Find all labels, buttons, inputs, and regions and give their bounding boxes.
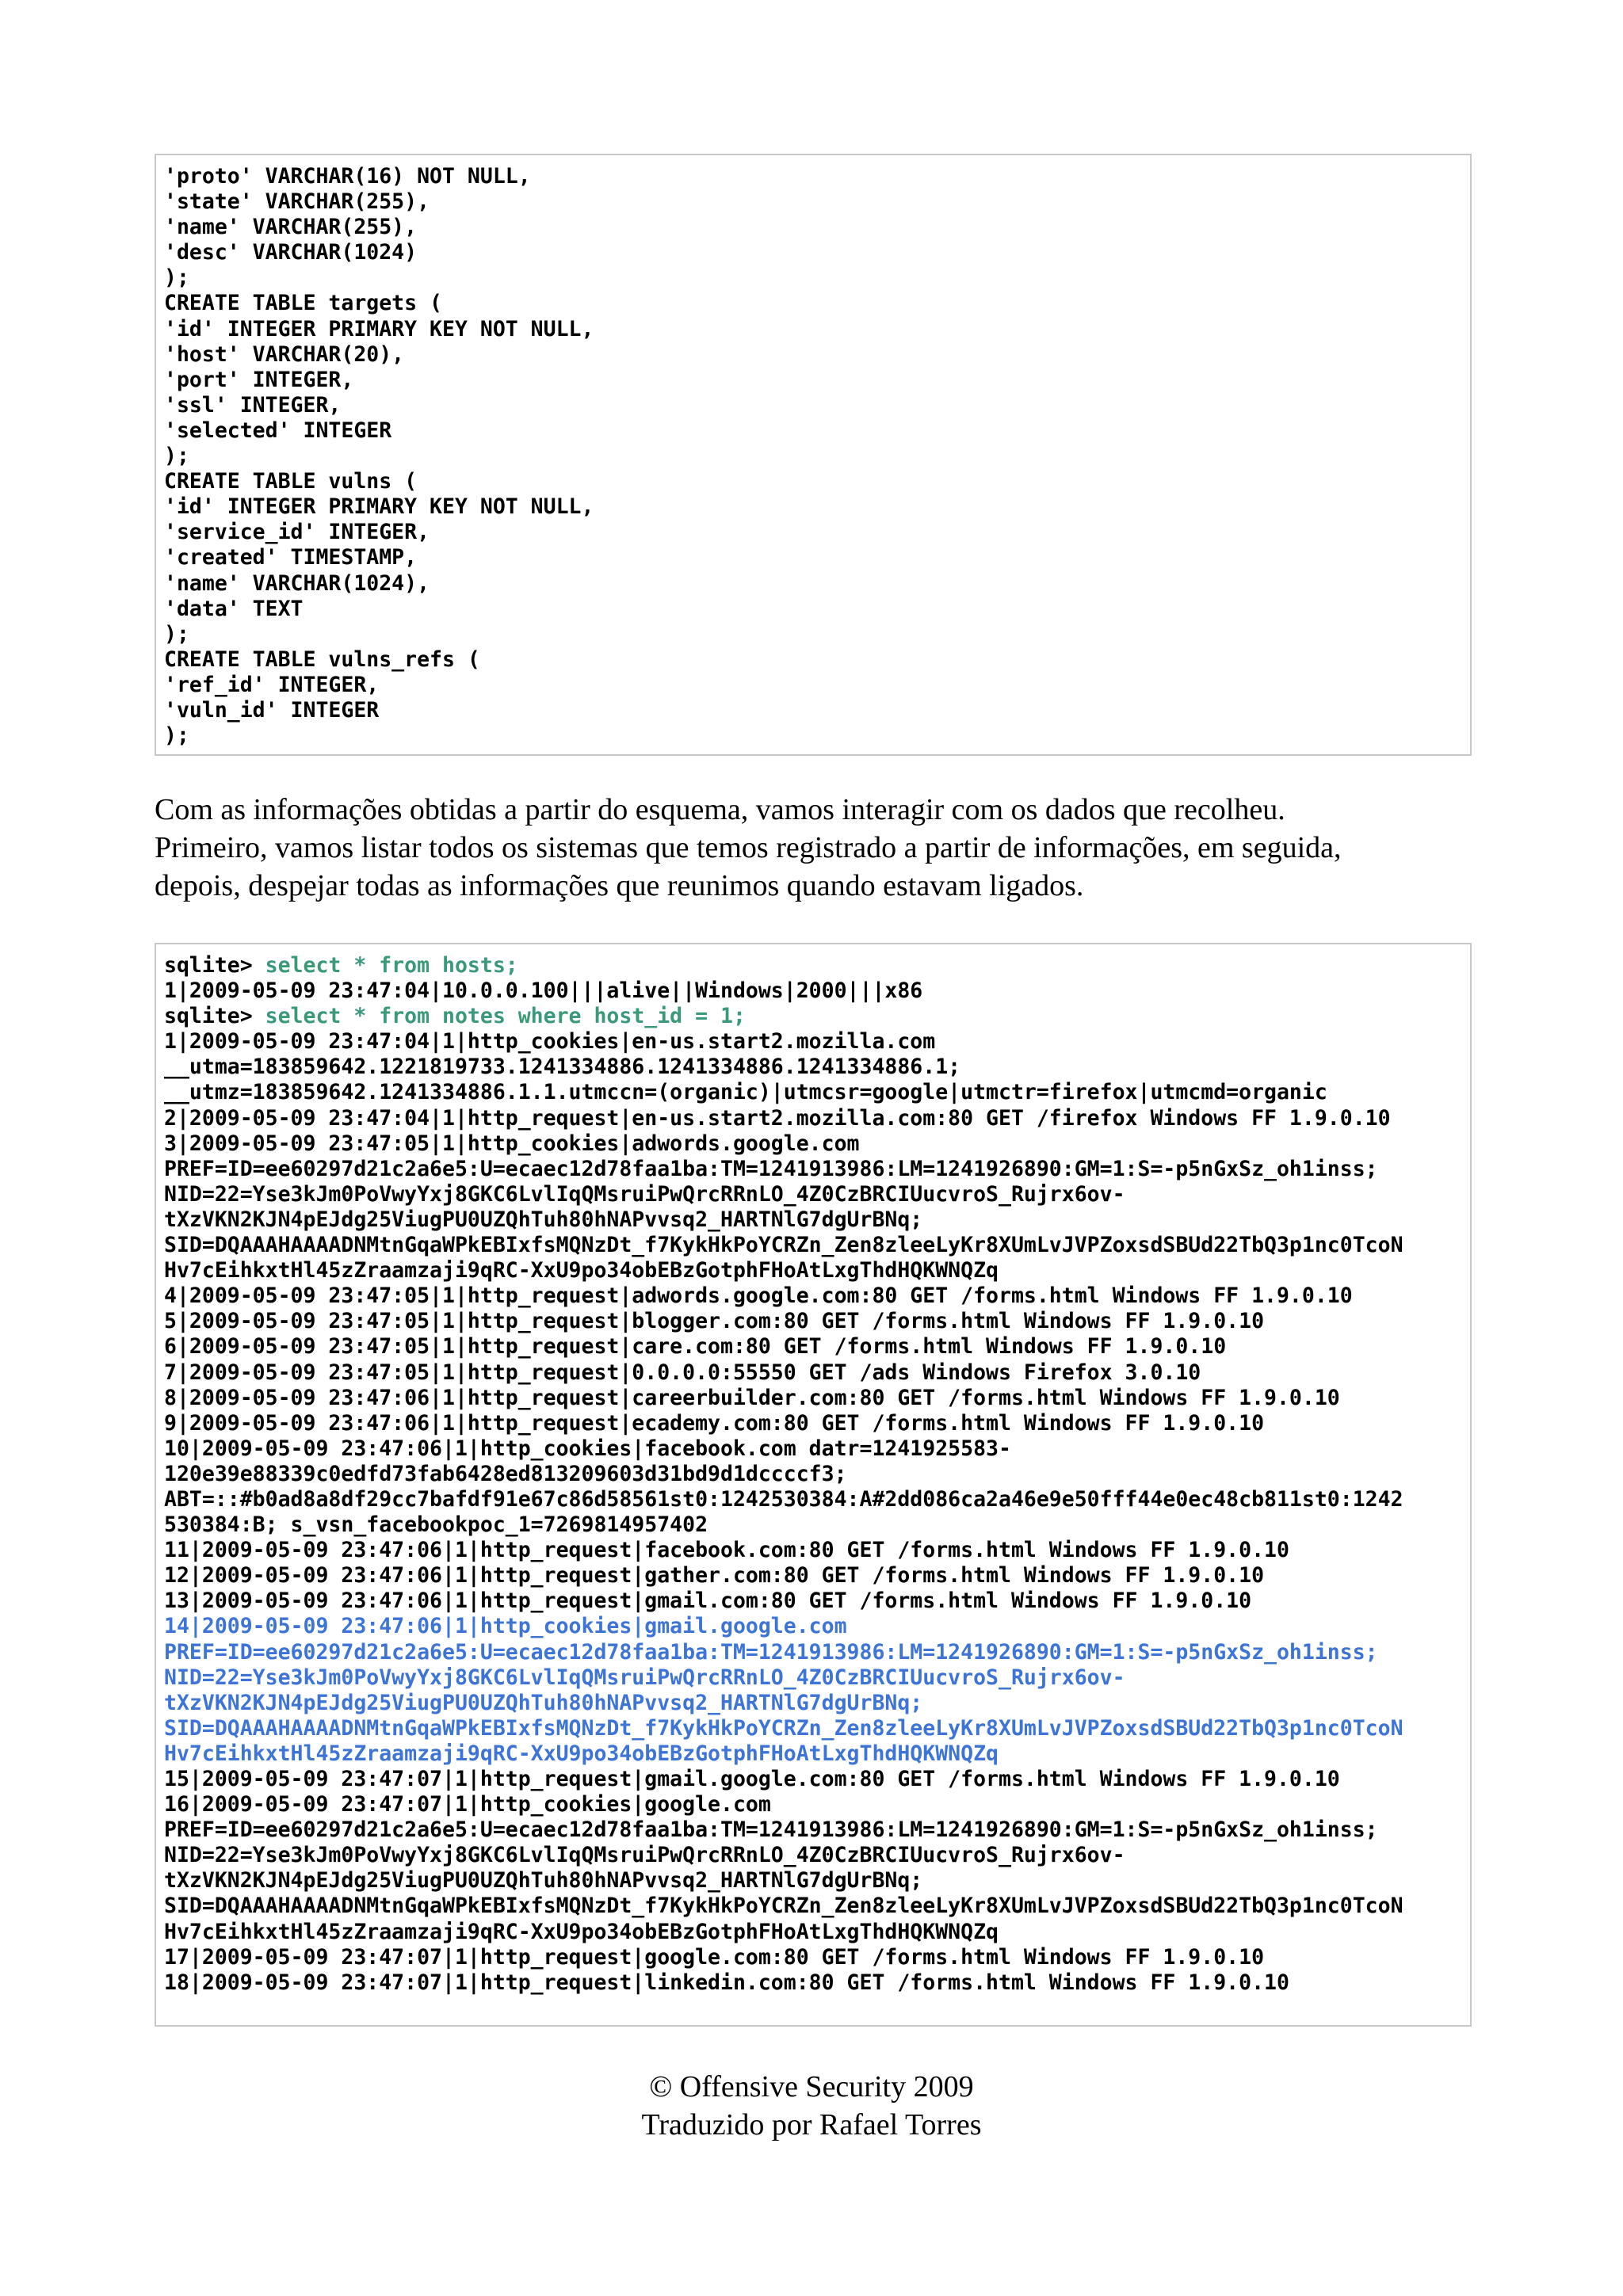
code-line — [164, 342, 1470, 368]
code-line — [164, 1741, 1470, 1767]
highlighted-output: PREF=ID=ee60297d21c2a6e5:U=ecaec12d78faa1ba:TM=1241913986:LM=1241926890:GM=1:S=-p5nGxSz_oh1inss; — [164, 1639, 1378, 1665]
code-text: sqlite> — [164, 953, 265, 978]
code-line — [164, 1614, 1470, 1639]
code-line — [164, 1436, 1470, 1462]
code-text: ); — [164, 444, 189, 469]
highlighted-output: NID=22=Yse3kJm0PoVwyYxj8GKC6LvlIqQMsruiPwQrcRRnLO_4Z0CzBRCIUucvroS_Rujrx6ov- — [164, 1665, 1125, 1690]
footer-copyright: © Offensive Security 2009 — [649, 2070, 974, 2103]
code-line — [164, 978, 1470, 1004]
code-line — [164, 1945, 1470, 1970]
code-line — [164, 469, 1470, 494]
code-line — [164, 317, 1470, 342]
code-line — [164, 1207, 1470, 1233]
code-line — [164, 1817, 1470, 1843]
code-text: 13|2009-05-09 23:47:06|1|http_request|gmail.com:80 GET /forms.html Windows FF 1.9.0.10 — [164, 1589, 1252, 1614]
code-text: 3|2009-05-09 23:47:05|1|http_cookies|adwords.google.com — [164, 1131, 860, 1156]
code-text: 17|2009-05-09 23:47:07|1|http_request|google.com:80 GET /forms.html Windows FF 1.9.0.10 — [164, 1944, 1265, 1970]
code-line — [164, 1894, 1470, 1919]
code-text: 6|2009-05-09 23:47:05|1|http_request|care.com:80 GET /forms.html Windows FF 1.9.0.10 — [164, 1334, 1227, 1360]
code-line — [164, 1970, 1470, 1996]
code-text: 'state' VARCHAR(255), — [164, 189, 430, 215]
code-text: 'port' INTEGER, — [164, 367, 354, 392]
code-line — [164, 723, 1470, 749]
code-line — [164, 1512, 1470, 1538]
code-text: 15|2009-05-09 23:47:07|1|http_request|gmail.google.com:80 GET /forms.html Windows FF 1.9.0.10 — [164, 1767, 1340, 1791]
code-line — [164, 164, 1470, 189]
code-line — [164, 1691, 1470, 1716]
highlighted-output: SID=DQAAAHAAAADNMtnGqaWPkEBIxfsMQNzDt_f7KykHkPoYCRZn_Zen8zleeLyKr8XUmLvJVPZoxsdSBUd22TbQ3p1nc0TcoN — [164, 1715, 1403, 1741]
code-line — [164, 1106, 1470, 1131]
code-line — [164, 444, 1470, 469]
code-line — [164, 1182, 1470, 1207]
code-text: 2|2009-05-09 23:47:04|1|http_request|en-us.start2.mozilla.com:80 GET /firefox Windows FF 1.9.0.10 — [164, 1105, 1391, 1131]
code-text: 7|2009-05-09 23:47:05|1|http_request|0.0.0.0:55550 GET /ads Windows Firefox 3.0.10 — [164, 1360, 1201, 1385]
code-text: ABT=::#b0ad8a8df29cc7bafdf91e67c86d58561st0:1242530384:A#2dd086ca2a46e9e50fff44e0ec48cb811st0:1242 — [164, 1486, 1403, 1512]
intro-line: Primeiro, vamos listar todos os sistemas que temos registrado a partir de informações, em seguida, — [155, 831, 1342, 864]
code-line — [164, 1360, 1470, 1386]
intro-paragraph — [155, 791, 1502, 905]
code-line — [164, 1920, 1470, 1945]
sql-command: select * from notes where host_id = 1; — [265, 1004, 746, 1029]
code-line — [164, 1462, 1470, 1487]
code-text: Hv7cEihkxtHl45zZraamzaji9qRC-XxU9po34obEBzGotphFHoAtLxgThdHQKWNQZq — [164, 1258, 999, 1283]
code-line — [164, 1157, 1470, 1182]
code-line — [164, 1868, 1470, 1894]
code-text: 1|2009-05-09 23:47:04|1|http_cookies|en-us.start2.mozilla.com — [164, 1029, 936, 1055]
code-text: ); — [164, 723, 189, 749]
code-text: 'proto' VARCHAR(16) NOT NULL, — [164, 164, 531, 189]
code-line — [164, 1004, 1470, 1029]
code-line — [164, 1029, 1470, 1055]
code-text: ); — [164, 265, 189, 291]
code-text: CREATE TABLE targets ( — [164, 291, 442, 316]
code-text: 16|2009-05-09 23:47:07|1|http_cookies|google.com — [164, 1792, 771, 1817]
code-line — [164, 673, 1470, 698]
code-text: 5|2009-05-09 23:47:05|1|http_request|blogger.com:80 GET /forms.html Windows FF 1.9.0.10 — [164, 1309, 1265, 1334]
code-text: SID=DQAAAHAAAADNMtnGqaWPkEBIxfsMQNzDt_f7KykHkPoYCRZn_Zen8zleeLyKr8XUmLvJVPZoxsdSBUd22TbQ3p1nc0TcoN — [164, 1894, 1403, 1919]
highlighted-output: Hv7cEihkxtHl45zZraamzaji9qRC-XxU9po34obEBzGotphFHoAtLxgThdHQKWNQZq — [164, 1741, 999, 1766]
code-line — [164, 1665, 1470, 1691]
intro-line: Com as informações obtidas a partir do esquema, vamos interagir com os dados que recolheu. — [155, 793, 1285, 826]
code-text: 120e39e88339c0edfd73fab6428ed813209603d31bd9d1dccccf3; — [164, 1461, 847, 1486]
code-text: 530384:B; s_vsn_facebookpoc_1=7269814957402 — [164, 1512, 708, 1538]
code-text: 1|2009-05-09 23:47:04|10.0.0.100|||alive||Windows|2000|||x86 — [164, 978, 923, 1004]
code-line — [164, 1055, 1470, 1080]
code-text: 'name' VARCHAR(1024), — [164, 570, 430, 596]
code-line — [164, 622, 1470, 647]
code-text: tXzVKN2KJN4pEJdg25ViugPU0UZQhTuh80hNAPvvsq2_HARTNlG7dgUrBNq; — [164, 1868, 923, 1894]
code-text: 8|2009-05-09 23:47:06|1|http_request|careerbuilder.com:80 GET /forms.html Windows FF 1.9.0.10 — [164, 1385, 1340, 1410]
code-text: 'data' TEXT — [164, 596, 304, 621]
code-line — [164, 1716, 1470, 1741]
code-line — [164, 545, 1470, 570]
code-line — [164, 368, 1470, 393]
code-text: tXzVKN2KJN4pEJdg25ViugPU0UZQhTuh80hNAPvvsq2_HARTNlG7dgUrBNq; — [164, 1207, 923, 1232]
code-line — [164, 647, 1470, 673]
code-line — [164, 698, 1470, 723]
code-line — [164, 1792, 1470, 1817]
code-line — [164, 520, 1470, 545]
code-line — [164, 1563, 1470, 1589]
code-text: 10|2009-05-09 23:47:06|1|http_cookies|facebook.com datr=1241925583- — [164, 1436, 1011, 1461]
code-text: 'id' INTEGER PRIMARY KEY NOT NULL, — [164, 494, 594, 520]
code-line — [164, 953, 1470, 978]
code-line — [164, 1487, 1470, 1512]
code-text: 'host' VARCHAR(20), — [164, 341, 405, 367]
code-text: Hv7cEihkxtHl45zZraamzaji9qRC-XxU9po34obEBzGotphFHoAtLxgThdHQKWNQZq — [164, 1919, 999, 1944]
code-text: 'service_id' INTEGER, — [164, 520, 430, 545]
code-text: sqlite> — [164, 1004, 265, 1029]
sqlite-session-code-block — [155, 943, 1472, 2027]
sql-command: select * from hosts; — [265, 953, 518, 978]
code-text: PREF=ID=ee60297d21c2a6e5:U=ecaec12d78faa1ba:TM=1241913986:LM=1241926890:GM=1:S=-p5nGxSz_oh1inss; — [164, 1817, 1378, 1843]
code-text: CREATE TABLE vulns_refs ( — [164, 646, 480, 672]
footer-translator: Traduzido por Rafael Torres — [641, 2108, 982, 2142]
code-line — [164, 597, 1470, 622]
code-line — [164, 291, 1470, 316]
code-line — [164, 240, 1470, 265]
code-text: 18|2009-05-09 23:47:07|1|http_request|linkedin.com:80 GET /forms.html Windows FF 1.9.0.10 — [164, 1970, 1289, 1995]
highlighted-output: 14|2009-05-09 23:47:06|1|http_cookies|gmail.google.com — [164, 1614, 847, 1639]
code-line — [164, 1283, 1470, 1309]
code-line — [164, 1538, 1470, 1563]
code-text: __utmz=183859642.1241334886.1.1.utmccn=(organic)|utmcsr=google|utmctr=firefox|utmcmd=organic — [164, 1080, 1327, 1105]
code-text: 'created' TIMESTAMP, — [164, 545, 418, 570]
code-line — [164, 494, 1470, 520]
code-text: 'selected' INTEGER — [164, 418, 392, 443]
code-line — [164, 1411, 1470, 1436]
code-text: CREATE TABLE vulns ( — [164, 469, 418, 494]
code-line — [164, 265, 1470, 291]
page-footer — [0, 2068, 1623, 2144]
code-line — [164, 1843, 1470, 1868]
intro-line: depois, despejar todas as informações que reunimos quando estavam ligados. — [155, 869, 1084, 902]
code-text: __utma=183859642.1221819733.1241334886.1241334886.1241334886.1; — [164, 1055, 961, 1080]
code-line — [164, 1233, 1470, 1258]
code-line — [164, 393, 1470, 418]
code-text: 'ref_id' INTEGER, — [164, 672, 380, 697]
code-text: 'ssl' INTEGER, — [164, 392, 342, 418]
code-line — [164, 1767, 1470, 1792]
code-line — [164, 1334, 1470, 1360]
code-text: ); — [164, 621, 189, 646]
code-text: 'desc' VARCHAR(1024) — [164, 240, 418, 265]
code-text: 12|2009-05-09 23:47:06|1|http_request|gather.com:80 GET /forms.html Windows FF 1.9.0.10 — [164, 1563, 1265, 1589]
code-text: 4|2009-05-09 23:47:05|1|http_request|adwords.google.com:80 GET /forms.html Windows FF 1.9.0.10 — [164, 1283, 1353, 1309]
code-text: NID=22=Yse3kJm0PoVwyYxj8GKC6LvlIqQMsruiPwQrcRRnLO_4Z0CzBRCIUucvroS_Rujrx6ov- — [164, 1181, 1125, 1207]
code-line — [164, 1080, 1470, 1105]
code-line — [164, 1258, 1470, 1283]
code-text: PREF=ID=ee60297d21c2a6e5:U=ecaec12d78faa1ba:TM=1241913986:LM=1241926890:GM=1:S=-p5nGxSz_oh1inss; — [164, 1156, 1378, 1181]
code-text: 'name' VARCHAR(255), — [164, 215, 418, 240]
code-line — [164, 1640, 1470, 1665]
code-text: 9|2009-05-09 23:47:06|1|http_request|ecademy.com:80 GET /forms.html Windows FF 1.9.0.10 — [164, 1410, 1265, 1436]
schema-code-block — [155, 154, 1472, 756]
code-text: NID=22=Yse3kJm0PoVwyYxj8GKC6LvlIqQMsruiPwQrcRRnLO_4Z0CzBRCIUucvroS_Rujrx6ov- — [164, 1843, 1125, 1868]
code-line — [164, 571, 1470, 597]
code-line — [164, 1309, 1470, 1334]
code-text: 'vuln_id' INTEGER — [164, 697, 380, 723]
highlighted-output: tXzVKN2KJN4pEJdg25ViugPU0UZQhTuh80hNAPvvsq2_HARTNlG7dgUrBNq; — [164, 1690, 923, 1715]
code-text: 11|2009-05-09 23:47:06|1|http_request|facebook.com:80 GET /forms.html Windows FF 1.9.0.10 — [164, 1538, 1289, 1563]
code-line — [164, 1131, 1470, 1157]
code-text: 'id' INTEGER PRIMARY KEY NOT NULL, — [164, 316, 594, 341]
code-line — [164, 418, 1470, 444]
code-text: SID=DQAAAHAAAADNMtnGqaWPkEBIxfsMQNzDt_f7KykHkPoYCRZn_Zen8zleeLyKr8XUmLvJVPZoxsdSBUd22TbQ3p1nc0TcoN — [164, 1233, 1403, 1258]
code-line — [164, 1589, 1470, 1614]
code-line — [164, 1386, 1470, 1411]
code-line — [164, 189, 1470, 215]
code-line — [164, 215, 1470, 240]
